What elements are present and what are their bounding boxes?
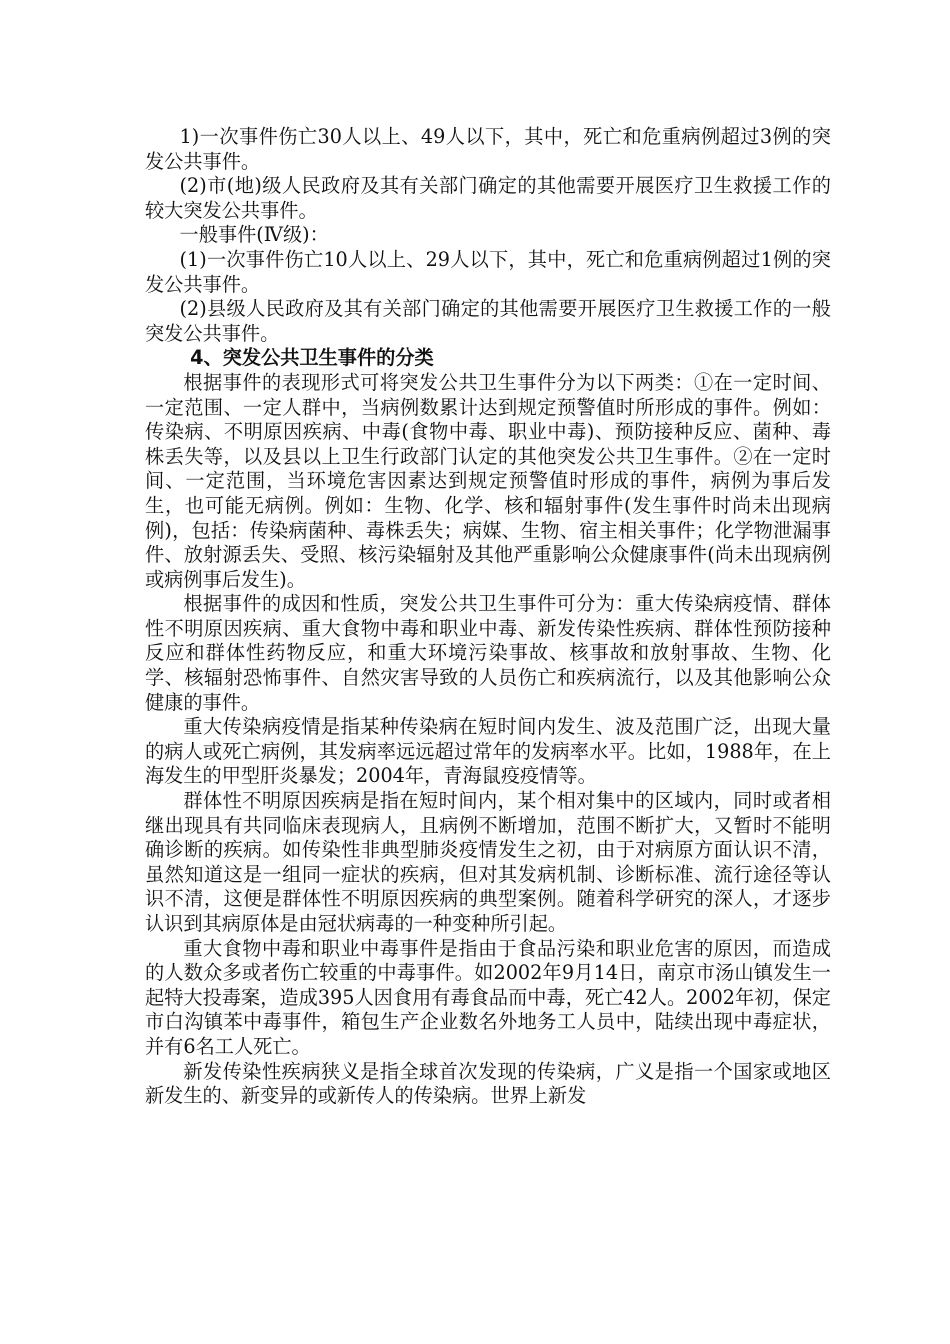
paragraph-general-event-1: (1)一次事件伤亡10人以上、29人以下，其中，死亡和危重病例超过1例的突发公共事件。 <box>145 247 831 296</box>
paragraph-classification-cause: 根据事件的成因和性质，突发公共卫生事件可分为：重大传染病疫情、群体性不明原因疾病、重大食物中毒和职业中毒、新发传染性疾病、群体性预防接种反应和群体性药物反应，和重大环境污染事故、核事故和放射事故、生物、化学、核辐射恐怖事件、自然灾害导致的人员伤亡和疾病流行，以及其他影响公众健康的事件。 <box>145 592 831 714</box>
paragraph-new-infectious-disease: 新发传染性疾病狭义是指全球首次发现的传染病，广义是指一个国家或地区新发生的、新变异的或新传人的传染病。世界上新发 <box>145 1059 831 1108</box>
paragraph-general-event-title: 一般事件(Ⅳ级)： <box>179 223 329 247</box>
section-heading: 4、突发公共卫生事件的分类 <box>190 346 434 370</box>
paragraph-classification-form: 根据事件的表现形式可将突发公共卫生事件分为以下两类：①在一定时间、一定范围、一定人群中，当病例数累计达到规定预警值时所形成的事件。例如：传染病、不明原因疾病、中毒(食物中毒、职业中毒)、预防接种反应、菌种、毒株丢失等，以及县以上卫生行政部门认定的其他突发公共卫生事件。②在一定时间、一定范围，当环境危害因素达到规定预警值时形成的事件，病例为事后发生，也可能无病例。例如：生物、化学、核和辐射事件(发生事件时尚未出现病例)，包括：传染病菌种、毒株丢失；病媒、生物、宿主相关事件；化学物泄漏事件、放射源丢失、受照、核污染辐射及其他严重影响公众健康事件(尚未出现病例或病例事后发生)。 <box>145 370 831 591</box>
paragraph-event-class-iii-1: 1)一次事件伤亡30人以上、49人以下，其中，死亡和危重病例超过3例的突发公共事件。 <box>145 125 831 173</box>
paragraph-major-epidemic: 重大传染病疫情是指某种传染病在短时间内发生、波及范围广泛，出现大量的病人或死亡病例，其发病率远远超过常年的发病率水平。比如，1988年，在上海发生的甲型肝炎暴发；2004年，青海鼠疫疫情等。 <box>145 715 831 788</box>
document-page <box>145 125 831 1109</box>
paragraph-poisoning: 重大食物中毒和职业中毒事件是指由于食品污染和职业危害的原因，而造成的人数众多或者伤亡较重的中毒事件。如2002年9月14日，南京市汤山镇发生一起特大投毒案，造成395人因食用有毒食品而中毒，死亡42人。2002年初，保定市白沟镇苯中毒事件，箱包生产企业数名外地务工人员中，陆续出现中毒症状，并有6名工人死亡。 <box>145 936 831 1058</box>
paragraph-event-class-iii-2: (2)市(地)级人民政府及其有关部门确定的其他需要开展医疗卫生救援工作的较大突发公共事件。 <box>145 174 831 222</box>
paragraph-general-event-2: (2)县级人民政府及其有关部门确定的其他需要开展医疗卫生救援工作的一般突发公共事件。 <box>145 297 831 345</box>
paragraph-unknown-disease: 群体性不明原因疾病是指在短时间内，某个相对集中的区域内，同时或者相继出现具有共同临床表现病人，且病例不断增加，范围不断扩大，又暂时不能明确诊断的疾病。如传染性非典型肺炎疫情发生之初，由于对病原方面认识不清，虽然知道这是一组同一症状的疾病，但对其发病机制、诊断标准、流行途径等认识不清，这便是群体性不明原因疾病的典型案例。随着科学研究的深人，才逐步认识到其病原体是由冠状病毒的一种变种所引起。 <box>145 789 831 935</box>
